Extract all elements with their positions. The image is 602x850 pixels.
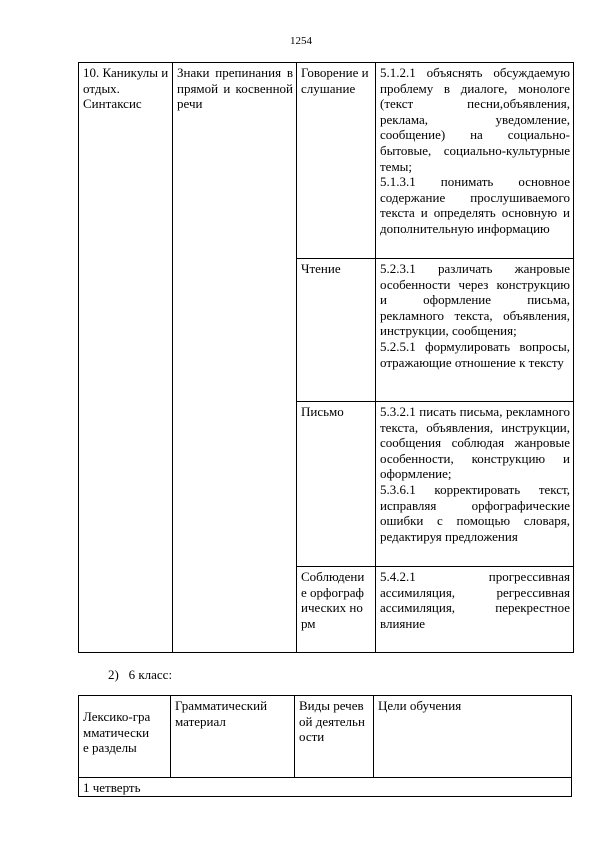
goals-cell — [376, 63, 574, 259]
section-title: 2) 6 класс: — [108, 667, 173, 682]
goals-cell — [376, 567, 574, 653]
activity-cell — [297, 259, 376, 402]
curriculum-table-grade-6 — [78, 695, 572, 797]
goal-text: 5.3.6.1 корректировать текст, исправляя орфографические ошибки с помощью словаря, редактируя предложения — [380, 481, 570, 544]
goals-cell — [376, 259, 574, 402]
quarter-cell — [79, 778, 572, 797]
grammar-text: Знаки препинания в прямой и косвенной речи — [177, 65, 293, 112]
goal-text: 5.4.2.1 прогрессивная ассимиляция, регрессивная ассимиляция, перекрестное влияние — [380, 569, 570, 631]
header-text: Цели обучения — [378, 698, 462, 713]
topic-text: 10. Каникулы и отдых. Синтаксис — [83, 65, 169, 112]
activity-cell — [297, 402, 376, 567]
table-row — [79, 63, 574, 259]
goal-text: 5.2.5.1 формулировать вопросы, отражающие отношение к тексту — [380, 338, 570, 370]
goal-text: 5.1.2.1 объяснять обсуждаемую проблему в диалоге, монологе (текст песни,объявления, реклама, уведомление, сообщение) на социально-бытовые, социально-культурные темы; — [380, 65, 570, 174]
goal-text: 5.1.3.1 понимать основное содержание прослушиваемого текста и определять основную и дополнительную информацию — [380, 174, 570, 236]
page-number: 1254 — [290, 35, 312, 47]
column-header — [295, 696, 374, 778]
activity-text: Соблюдение орфографических норм — [301, 569, 365, 631]
goal-text: 5.2.3.1 различать жанровые особенности через конструкцию и оформление письма, рекламного текста, объявления, инструкции, сообщения; — [380, 261, 570, 339]
goals-cell — [376, 402, 574, 567]
header-text: Лексико-грамматические разделы — [83, 709, 151, 756]
curriculum-table-grade-5 — [78, 62, 574, 653]
header-text: Виды речевой деятельности — [299, 698, 365, 745]
activity-text: Говорение и слушание — [301, 65, 369, 96]
activity-text: Письмо — [301, 404, 344, 419]
quarter-label: 1 четверть — [83, 780, 141, 795]
column-header — [171, 696, 295, 778]
grammar-cell — [173, 63, 297, 653]
activity-cell — [297, 63, 376, 259]
table-header-row — [79, 696, 572, 778]
header-text: Грамматический материал — [175, 698, 268, 729]
column-header — [374, 696, 572, 778]
topic-cell — [79, 63, 173, 653]
column-header — [79, 696, 171, 778]
activity-text: Чтение — [301, 261, 341, 276]
goal-text: 5.3.2.1 писать письма, рекламного текста, объявления, инструкции, сообщения соблюдая жанровые особенности, конструкцию и оформление; — [380, 404, 570, 482]
activity-cell — [297, 567, 376, 653]
table-row — [79, 778, 572, 797]
